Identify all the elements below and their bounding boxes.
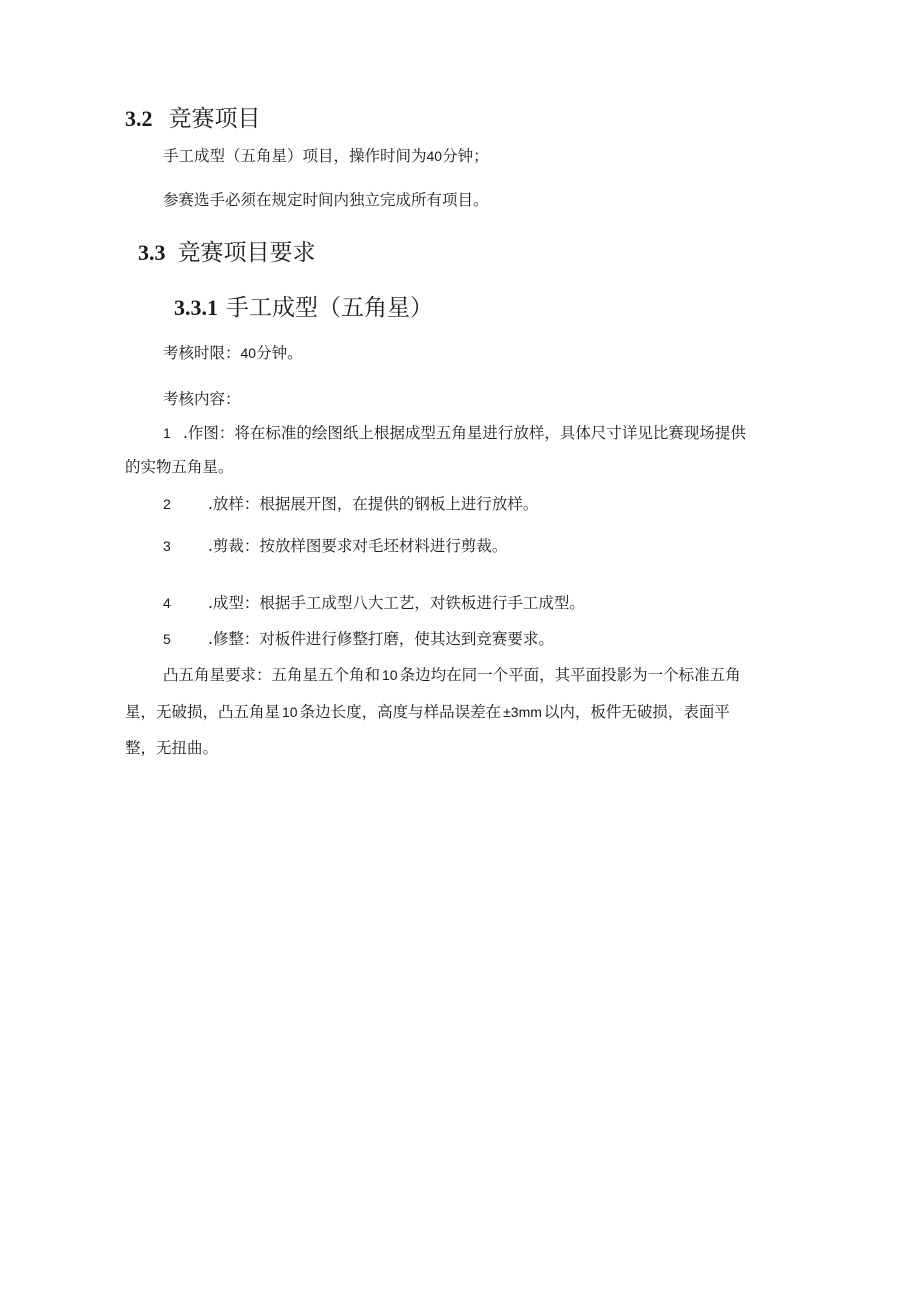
item-number: 2 (163, 496, 171, 512)
item-text: .修整：对板件进行修整打磨，使其达到竞赛要求。 (208, 630, 554, 648)
number-segment: 40 (426, 148, 443, 164)
text-segment: 凸五角星要求：五角星五个角和 (163, 666, 381, 684)
text-segment: 分钟。 (256, 344, 303, 362)
item-text: .剪裁：按放样图要求对毛坯材料进行剪裁。 (208, 537, 508, 555)
list-item (163, 539, 507, 555)
requirement-line-1 (163, 668, 741, 684)
requirement-line-3: 整，无扭曲。 (125, 739, 219, 757)
item-number: 1 (163, 425, 171, 441)
heading-number: 3.3.1 (174, 295, 218, 320)
time-limit (163, 346, 303, 362)
text-segment: 考核时限： (163, 344, 241, 362)
heading-title: 竞赛项目 (168, 106, 261, 132)
number-segment: 10 (382, 667, 398, 683)
number-segment: ±3mm (503, 704, 542, 720)
list-item (163, 632, 554, 648)
number-segment: 10 (282, 704, 298, 720)
text-segment: 条边长度，高度与样品误差在 (299, 703, 502, 721)
item-number: 4 (163, 595, 171, 611)
requirement-line-2 (125, 705, 730, 721)
heading-3-3-1 (174, 297, 433, 320)
item-text: .成型：根据手工成型八大工艺，对铁板进行手工成型。 (208, 594, 585, 612)
list-item-continuation: 的实物五角星。 (125, 458, 234, 476)
item-text: .作图：将在标准的绘图纸上根据成型五角星进行放样，具体尺寸详见比赛现场提供 (183, 424, 746, 442)
heading-number: 3.2 (125, 106, 153, 131)
heading-title: 手工成型（五角星） (226, 295, 433, 321)
text-segment: 分钟； (442, 147, 489, 165)
number-segment: 40 (240, 345, 257, 361)
heading-title: 竞赛项目要求 (177, 240, 316, 266)
item-number: 3 (163, 538, 171, 554)
list-item (163, 497, 538, 513)
list-item (163, 596, 585, 612)
text-segment: 以内，板件无破损，表面平 (543, 703, 730, 721)
heading-3-2 (125, 108, 261, 131)
paragraph-project-time (163, 149, 489, 165)
heading-number: 3.3 (138, 240, 166, 265)
heading-3-3 (138, 242, 316, 265)
list-item (163, 426, 746, 442)
paragraph-independent: 参赛选手必须在规定时间内独立完成所有项目。 (163, 191, 489, 209)
item-text: .放样：根据展开图，在提供的钢板上进行放样。 (208, 495, 539, 513)
text-segment: 条边均在同一个平面，其平面投影为一个标准五角 (399, 666, 741, 684)
item-number: 5 (163, 631, 171, 647)
content-label: 考核内容： (163, 390, 241, 408)
text-segment: 星，无破损，凸五角星 (125, 703, 281, 721)
text-segment: 手工成型（五角星）项目，操作时间为 (163, 147, 427, 165)
